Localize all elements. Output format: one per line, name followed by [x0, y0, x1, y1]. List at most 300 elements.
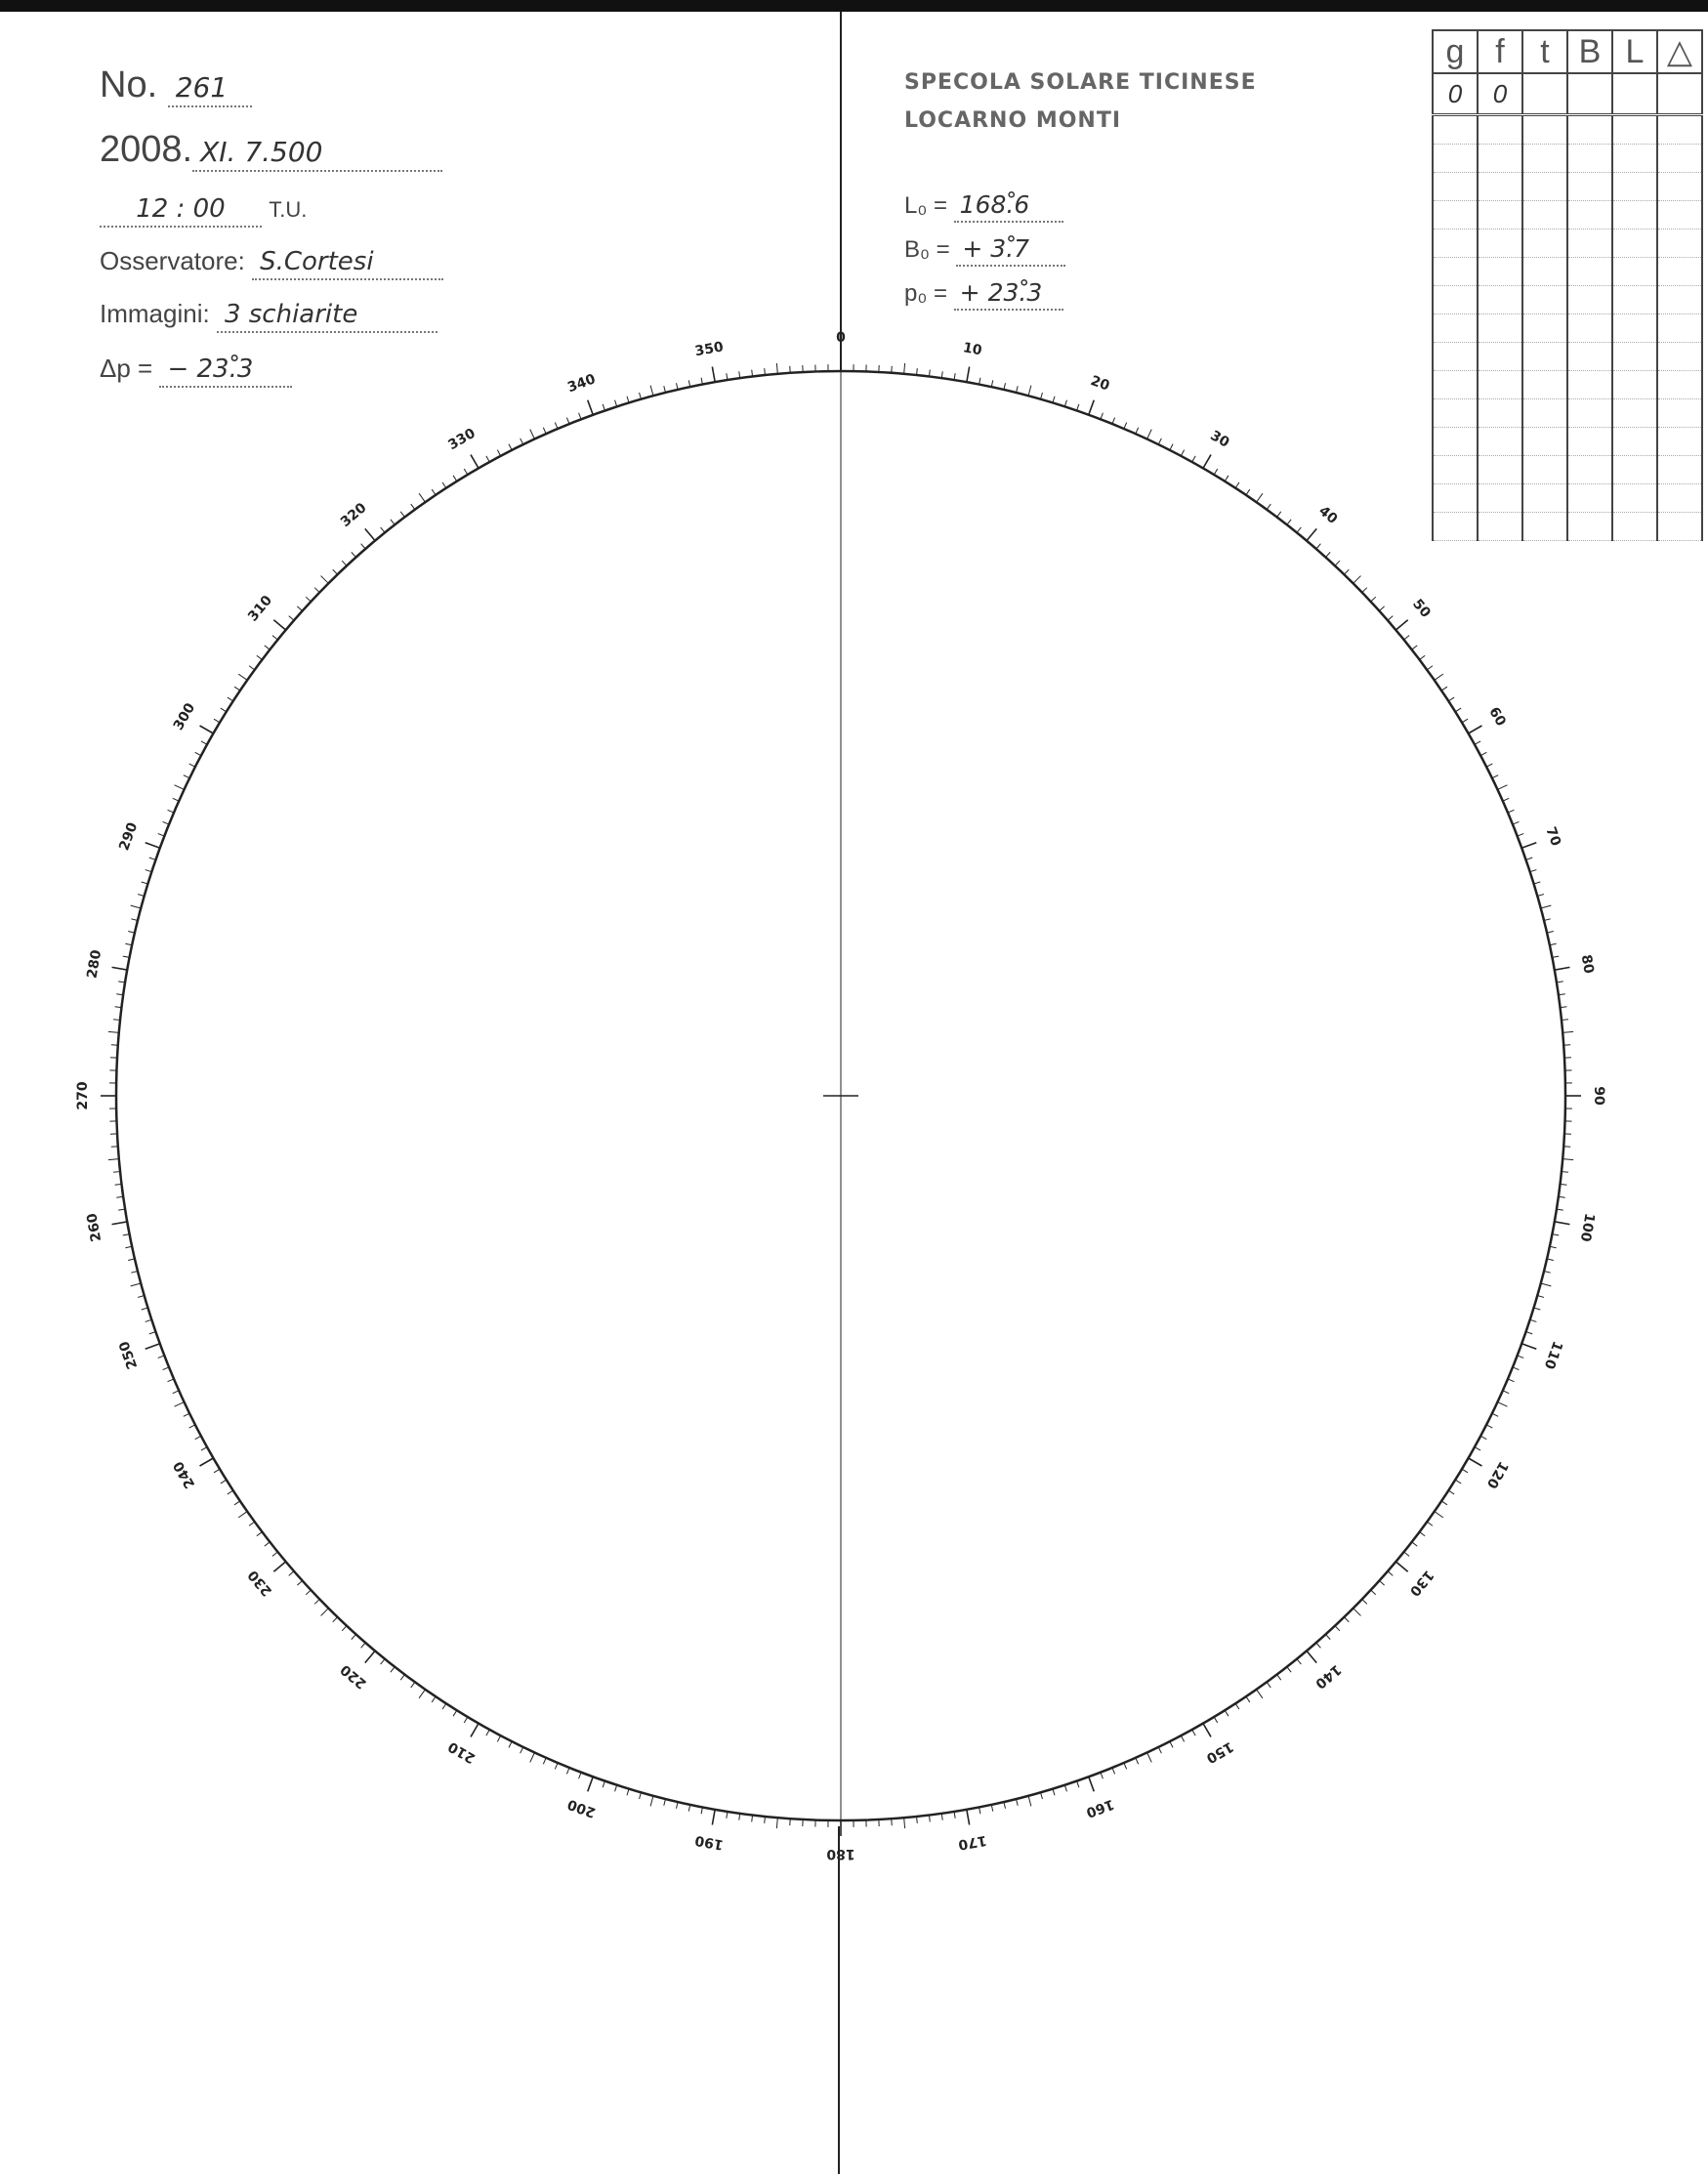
dial-tick — [1089, 400, 1094, 415]
dial-tick — [1412, 646, 1418, 649]
dial-tick — [146, 843, 160, 848]
dial-tick — [201, 741, 207, 744]
dial-label-260: 260 — [84, 1211, 105, 1243]
header-f: f — [1478, 30, 1522, 73]
dial-label-320: 320 — [337, 500, 370, 531]
dial-tick — [1550, 1246, 1557, 1247]
b0-value: + 3.̊7 — [956, 234, 1065, 267]
dial-label-310: 310 — [245, 592, 276, 625]
dial-tick — [1508, 810, 1514, 813]
dial-tick — [603, 404, 604, 411]
dial-tick — [391, 520, 395, 525]
dial-tick — [221, 708, 227, 712]
dial-tick — [1257, 1690, 1263, 1698]
dial-tick — [497, 1735, 500, 1741]
dial-tick — [1354, 1609, 1361, 1616]
dial-tick — [108, 1159, 119, 1160]
dial-tick — [238, 674, 247, 680]
dial-tick — [321, 576, 329, 584]
dial-tick — [228, 697, 233, 701]
dial-tick — [1404, 636, 1409, 640]
dial-tick — [1267, 504, 1271, 510]
dial-tick — [650, 1796, 653, 1807]
dial-tick — [1518, 834, 1524, 837]
dial-tick — [411, 504, 415, 510]
dial-tick — [1158, 439, 1161, 444]
dial-tick — [158, 1356, 165, 1359]
dial-tick — [1335, 561, 1340, 565]
dial-tick — [352, 1634, 356, 1639]
dial-tick — [627, 1789, 629, 1796]
dial-tick — [588, 1777, 593, 1791]
dial-tick — [1420, 655, 1426, 659]
dial-tick — [588, 400, 593, 415]
dial-tick — [189, 764, 195, 767]
dial-tick — [189, 1425, 195, 1428]
dial-tick — [1246, 489, 1250, 495]
dial-label-40: 40 — [1315, 503, 1341, 527]
dial-tick — [464, 469, 468, 475]
dial-tick — [1136, 1758, 1139, 1764]
dial-tick — [1420, 1532, 1426, 1536]
dial-tick — [1297, 1659, 1301, 1664]
time-value: 12 : 00 — [100, 194, 262, 228]
dial-tick — [1124, 423, 1127, 429]
dial-tick — [142, 1308, 148, 1310]
dial-tick — [464, 1717, 468, 1723]
dial-tick — [1181, 1735, 1184, 1741]
dial-tick — [125, 1246, 132, 1247]
images-value: 3 schiarite — [217, 300, 437, 333]
dial-tick — [168, 1379, 174, 1382]
dial-tick — [184, 775, 189, 778]
dial-tick — [579, 1773, 582, 1779]
dial-label-60: 60 — [1485, 704, 1509, 730]
dial-tick — [615, 400, 617, 407]
dial-label-150: 150 — [1203, 1737, 1236, 1767]
dial-tick — [361, 544, 366, 549]
dial-tick — [249, 666, 255, 670]
dial-tick — [306, 597, 311, 602]
dial-tick — [1344, 569, 1349, 574]
dial-tick — [108, 1031, 119, 1032]
dial-tick — [1277, 1675, 1281, 1681]
dial-tick — [1225, 476, 1229, 481]
dial-tick — [272, 1552, 277, 1556]
dial-tick — [1203, 455, 1211, 469]
dial-tick — [175, 1402, 185, 1407]
dial-tick — [432, 1696, 436, 1702]
dial-tick — [1441, 1501, 1447, 1505]
dial-label-300: 300 — [170, 700, 199, 733]
dial-tick — [1469, 1458, 1482, 1466]
dial-tick — [1344, 1617, 1349, 1622]
dial-tick — [1448, 697, 1454, 701]
header-b: B — [1567, 30, 1612, 73]
dial-tick — [249, 1522, 255, 1526]
dial-label-140: 140 — [1312, 1660, 1345, 1692]
dial-tick — [1101, 413, 1104, 420]
dial-tick — [566, 1768, 569, 1774]
dial-tick — [1181, 450, 1184, 456]
dial-tick — [1028, 386, 1031, 397]
dial-tick — [1203, 1724, 1211, 1737]
dial-tick — [1492, 775, 1498, 778]
dial-tick — [1192, 1730, 1195, 1735]
dial-tick — [1101, 1773, 1104, 1779]
dial-tick — [297, 1580, 302, 1585]
dial-tick — [1089, 1777, 1094, 1791]
dial-label-0: 0 — [836, 330, 846, 346]
dial-label-290: 290 — [116, 820, 142, 854]
dial-tick — [1170, 1741, 1173, 1747]
dial-tick — [1396, 1562, 1407, 1571]
dial-tick — [555, 423, 558, 429]
dial-tick — [1435, 1512, 1443, 1518]
dial-tick — [146, 1344, 160, 1349]
dial-tick — [1462, 1469, 1468, 1473]
dial-tick — [1562, 1159, 1573, 1160]
dial-tick — [214, 1469, 220, 1473]
dial-tick — [419, 1690, 425, 1698]
dial-tick — [314, 1599, 319, 1604]
dial-tick — [1028, 1796, 1031, 1807]
dial-tick — [1147, 1752, 1152, 1762]
dial-tick — [904, 363, 905, 374]
dial-tick — [257, 1532, 263, 1536]
dial-tick — [530, 430, 535, 439]
dial-tick — [1124, 1763, 1127, 1769]
dial-tick — [1530, 1319, 1537, 1321]
header-delta: △ — [1657, 30, 1702, 73]
dial-tick — [453, 1710, 457, 1716]
dial-tick — [1112, 1768, 1115, 1774]
dial-label-350: 350 — [693, 339, 726, 360]
dial-tick — [400, 1675, 404, 1681]
dial-tick — [238, 1512, 247, 1518]
dial-tick — [365, 528, 375, 540]
dial-tick — [1486, 1425, 1492, 1428]
dial-tick — [1053, 397, 1055, 403]
dial-tick — [361, 1643, 366, 1648]
dial-tick — [1480, 752, 1486, 755]
dial-tick — [149, 1332, 156, 1334]
dial-tick — [1503, 1391, 1509, 1394]
dial-tick — [333, 1617, 338, 1622]
dial-tick — [1136, 428, 1139, 434]
dial-label-210: 210 — [445, 1737, 479, 1767]
dial-tick — [112, 967, 128, 970]
dial-tick — [1541, 905, 1552, 908]
delta-p-value: − 23.̊3 — [159, 355, 292, 388]
dial-tick — [221, 1480, 227, 1484]
dial-tick — [1335, 1626, 1340, 1631]
dial-tick — [306, 1590, 311, 1595]
dial-tick — [273, 1562, 285, 1571]
dial-label-110: 110 — [1540, 1338, 1565, 1371]
dial-tick — [1287, 520, 1291, 525]
dial-label-90: 90 — [1591, 1086, 1606, 1106]
number-label: No. — [100, 64, 158, 105]
dial-tick — [1388, 616, 1393, 621]
dial-tick — [530, 1752, 535, 1762]
dial-tick — [1064, 400, 1066, 407]
dial-tick — [1371, 1590, 1376, 1595]
dial-tick — [453, 476, 457, 481]
dial-tick — [1316, 544, 1321, 549]
dial-tick — [603, 1781, 604, 1788]
dial-tick — [1362, 588, 1367, 593]
dial-tick — [146, 870, 152, 872]
dial-tick — [173, 1391, 179, 1394]
dial-tick — [1469, 726, 1482, 733]
dial-tick — [1371, 597, 1376, 602]
institution-name: SPECOLA SOLARE TICINESE — [904, 70, 1257, 95]
dial-tick — [314, 588, 319, 593]
dial-tick — [289, 1571, 294, 1576]
dial-tick — [265, 646, 271, 649]
dial-tick — [1513, 821, 1519, 824]
dial-tick — [1530, 870, 1537, 872]
dial-tick — [1448, 1490, 1454, 1494]
observer-label: Osservatore: — [100, 246, 245, 275]
dial-tick — [112, 1222, 128, 1225]
observer-value: S.Cortesi — [252, 247, 443, 280]
dial-label-340: 340 — [565, 371, 599, 397]
dial-tick — [158, 834, 165, 837]
dial-tick — [391, 1667, 395, 1673]
dial-tick — [579, 413, 582, 420]
dial-label-20: 20 — [1088, 372, 1112, 395]
header-t: t — [1522, 30, 1567, 73]
dial-tick — [1112, 418, 1115, 424]
dial-tick — [333, 569, 338, 574]
dial-tick — [365, 1651, 375, 1662]
dial-tick — [543, 1758, 546, 1764]
dial-label-10: 10 — [961, 340, 983, 359]
dial-tick — [1503, 798, 1509, 801]
dial-tick — [1427, 1522, 1433, 1526]
dial-label-100: 100 — [1576, 1211, 1598, 1243]
dial-tick — [214, 719, 220, 723]
dial-label-330: 330 — [445, 425, 479, 454]
dial-tick — [1480, 1436, 1486, 1439]
header-g: g — [1433, 30, 1478, 73]
dial-tick — [1462, 719, 1468, 723]
dial-tick — [442, 1703, 446, 1709]
dial-label-80: 80 — [1577, 953, 1597, 976]
dial-tick — [1379, 1580, 1384, 1585]
dial-tick — [1492, 1413, 1498, 1416]
dial-tick — [1396, 620, 1407, 630]
dial-tick — [1214, 1717, 1218, 1723]
dial-tick — [1555, 1222, 1570, 1225]
l0-value: 168.̊6 — [954, 190, 1063, 223]
dial-tick — [195, 1436, 201, 1439]
dial-tick — [471, 455, 479, 469]
dial-tick — [1550, 943, 1557, 944]
dial-label-280: 280 — [84, 948, 105, 981]
dial-tick — [1508, 1379, 1514, 1382]
dial-tick — [486, 456, 489, 462]
dial-tick — [1475, 741, 1480, 744]
dial-tick — [776, 363, 777, 374]
cell-g: 0 — [1433, 73, 1478, 115]
dial-tick — [272, 636, 277, 640]
dial-label-270: 270 — [75, 1081, 91, 1110]
number-value: 261 — [168, 71, 252, 107]
dial-tick — [195, 752, 201, 755]
dial-tick — [712, 1810, 715, 1825]
dial-label-170: 170 — [956, 1831, 988, 1853]
dial-tick — [1192, 456, 1195, 462]
dial-tick — [967, 1810, 970, 1825]
dial-tick — [1513, 1367, 1519, 1370]
p0-label: p₀ = — [904, 280, 947, 307]
p0-value: + 23.̊3 — [954, 278, 1063, 311]
dial-tick — [688, 1805, 689, 1812]
dial-tick — [125, 943, 132, 944]
dial-tick — [234, 1501, 240, 1505]
dial-tick — [991, 380, 992, 387]
dial-tick — [228, 1490, 233, 1494]
dial-tick — [321, 1609, 329, 1616]
dial-tick — [163, 1367, 169, 1370]
dial-label-230: 230 — [245, 1567, 276, 1600]
dial-tick — [411, 1682, 415, 1688]
dial-tick — [1053, 1789, 1055, 1796]
dial-tick — [1246, 1696, 1250, 1702]
dial-tick — [1307, 1651, 1316, 1662]
dial-label-220: 220 — [337, 1660, 370, 1692]
dial-label-240: 240 — [170, 1458, 199, 1491]
dial-tick — [1077, 404, 1079, 411]
dial-tick — [1064, 1785, 1066, 1792]
dial-tick — [1521, 843, 1536, 848]
dial-tick — [712, 367, 715, 383]
dial-tick — [615, 1785, 617, 1792]
dial-tick — [1534, 1308, 1541, 1310]
date-written: XI. 7.500 — [192, 136, 442, 172]
dial-tick — [184, 1413, 189, 1416]
dial-tick — [991, 1805, 992, 1812]
dial-tick — [1235, 1703, 1239, 1709]
dial-tick — [1497, 785, 1507, 790]
dial-tick — [471, 1724, 479, 1737]
dial-tick — [1307, 528, 1316, 540]
dial-tick — [419, 493, 425, 502]
dial-tick — [168, 810, 174, 813]
dial-tick — [1475, 1447, 1480, 1450]
l0-label: L₀ = — [904, 192, 947, 219]
dial-tick — [1147, 430, 1152, 439]
dial-tick — [776, 1818, 777, 1828]
dial-tick — [521, 1747, 523, 1753]
dial-tick — [1518, 1356, 1524, 1359]
dial-tick — [1562, 1031, 1573, 1032]
dial-tick — [163, 821, 169, 824]
dial-tick — [627, 397, 629, 403]
dial-tick — [142, 882, 148, 884]
dial-tick — [273, 620, 285, 630]
dial-tick — [1404, 1552, 1409, 1556]
dial-tick — [509, 444, 512, 450]
dial-label-130: 130 — [1405, 1567, 1437, 1600]
dial-label-120: 120 — [1482, 1458, 1512, 1491]
dial-tick — [381, 527, 385, 532]
dial-tick — [400, 512, 404, 518]
time-unit: T.U. — [269, 197, 308, 222]
dial-label-180: 180 — [826, 1846, 855, 1861]
dial-tick — [234, 687, 240, 690]
dial-label-50: 50 — [1409, 596, 1434, 621]
dial-tick — [131, 905, 142, 908]
dial-tick — [543, 428, 546, 434]
dial-tick — [1379, 606, 1384, 611]
dial-tick — [342, 1626, 347, 1631]
dial-tick — [1541, 1283, 1552, 1286]
dial-tick — [566, 418, 569, 424]
dial-tick — [1325, 1634, 1330, 1639]
b0-label: B₀ = — [904, 236, 950, 263]
cell-f: 0 — [1478, 73, 1522, 115]
dial-tick — [1170, 444, 1173, 450]
dial-tick — [200, 726, 214, 733]
dial-tick — [1214, 469, 1218, 475]
dial-tick — [432, 489, 436, 495]
dial-tick — [1521, 1344, 1536, 1349]
dial-tick — [146, 1319, 152, 1321]
dial-tick — [1316, 1643, 1321, 1648]
dial-label-200: 200 — [565, 1795, 599, 1820]
dial-label-30: 30 — [1207, 428, 1232, 451]
dial-tick — [904, 1818, 905, 1828]
dial-tick — [1526, 857, 1533, 859]
date-printed: 2008. — [100, 129, 193, 170]
dial-tick — [1287, 1667, 1291, 1673]
delta-p-label: Δp = — [100, 354, 153, 383]
dial-tick — [1077, 1781, 1079, 1788]
dial-tick — [1412, 1542, 1418, 1546]
dial-tick — [1526, 1332, 1533, 1334]
dial-tick — [1435, 674, 1443, 680]
dial-tick — [1225, 1710, 1229, 1716]
dial-tick — [342, 561, 347, 565]
dial-tick — [289, 616, 294, 621]
dial-tick — [200, 1458, 214, 1466]
header-l: L — [1612, 30, 1657, 73]
dial-label-250: 250 — [116, 1338, 142, 1371]
dial-tick — [521, 439, 523, 444]
dial-tick — [131, 1283, 142, 1286]
dial-tick — [201, 1447, 207, 1450]
dial-tick — [1441, 687, 1447, 690]
dial-tick — [352, 552, 356, 557]
dial-tick — [1362, 1599, 1367, 1604]
dial-tick — [650, 386, 653, 397]
dial-label-190: 190 — [693, 1831, 726, 1853]
dial-tick — [1354, 576, 1361, 584]
dial-tick — [967, 367, 970, 383]
dial-tick — [1325, 552, 1330, 557]
dial-tick — [1388, 1571, 1393, 1576]
dial-tick — [1257, 493, 1263, 502]
dial-tick — [265, 1542, 271, 1546]
dial-tick — [1297, 527, 1301, 532]
dial-tick — [175, 785, 185, 790]
dial-tick — [297, 606, 302, 611]
dial-tick — [1534, 882, 1541, 884]
